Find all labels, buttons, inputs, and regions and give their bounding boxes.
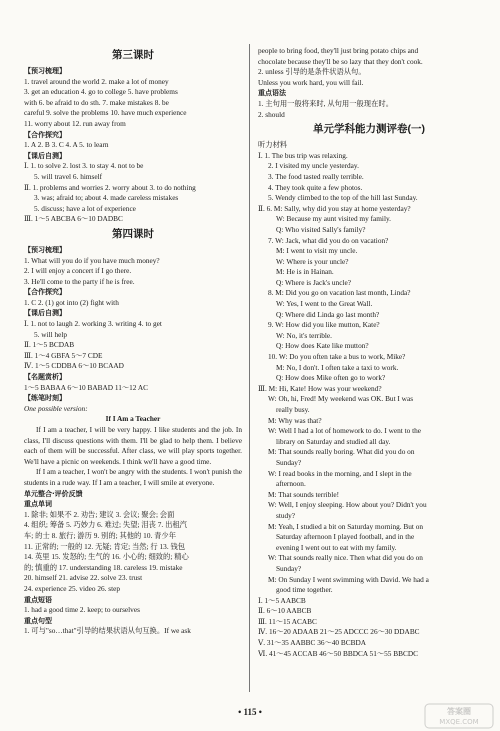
answer-line: 3. get an education 4. go to college 5. have problems (24, 87, 178, 97)
answer-line: 5. Wendy climbed to the top of the hill last Sunday. (268, 193, 418, 203)
answer-line: 2. unless 引导的是条件状语从句。 (258, 67, 366, 77)
answer-line: W: Because my aunt visited my family. (276, 214, 391, 224)
section-label: 【合作探究】 (24, 130, 66, 139)
answer-line: Ⅲ. M: Hi, Kate! How was your weekend? (258, 383, 382, 393)
page-number: • 115 • (238, 707, 262, 717)
answer-line: 11. 正常的; 一般的 12. 无疑; 肯定; 当然; 行 13. 钱包 (24, 541, 186, 551)
answer-line: Q: Where is Jack's uncle? (276, 277, 351, 287)
answer-line: 1～5 BABAA 6～10 BABAD 11～12 AC (24, 382, 148, 392)
section-heading: 第三课时 (112, 49, 154, 61)
answer-line: 20. himself 21. advise 22. solve 23. trust (24, 573, 143, 583)
answer-line: W: Yes, I went to the Great Wall. (276, 299, 373, 309)
answer-line: Q: Where did Linda go last month? (276, 309, 380, 319)
section-label: 【预习梳理】 (24, 245, 66, 254)
answer-line: M: Why was that? (268, 415, 322, 425)
answer-line: W: I read books in the morning, and I slept in the (268, 468, 412, 478)
answer-line: M: I went to visit my uncle. (276, 246, 358, 256)
answer-line: Q: How does Kate like mutton? (276, 341, 369, 351)
answer-line: M: He is in Hainan. (276, 267, 334, 277)
answer-line: 2. I visited my uncle yesterday. (268, 161, 359, 171)
answer-line: 的; 慎重的 17. understanding 18. careless 19. mistake (24, 562, 183, 572)
answer-line: W: That sounds really nice. Then what did you do on (268, 553, 423, 563)
answer-line: evening I went out to eat with my family. (276, 542, 397, 552)
section-label: 重点语法 (258, 89, 286, 98)
answer-line: 11. worry about 12. run away from (24, 118, 126, 128)
right-column (258, 46, 480, 659)
answer-line: afternoon. (276, 479, 306, 489)
answer-line: good time together. (276, 585, 333, 595)
answer-line: 1. C 2. (1) got into (2) fight with (24, 297, 119, 307)
answer-line: Q: How does Mike often go to work? (276, 373, 386, 383)
answer-line: Ⅱ. 1～5 BCDAB (24, 340, 75, 350)
answer-line: Unless you work hard, you will fail. (258, 77, 364, 87)
answer-line: 2. should (258, 109, 285, 119)
answer-line: people to bring food, they'll just bring potato chips and (258, 46, 419, 55)
column-divider (249, 44, 250, 692)
answer-line: Ⅱ. 1. problems and worries 2. worry about 3. to do nothing (24, 182, 196, 192)
section-label: 【预习梳理】 (24, 67, 66, 75)
answer-line: 10. W: Do you often take a bus to work, Mike? (268, 352, 406, 362)
answer-line: M: Yeah, I studied a bit on Saturday morning. But on (268, 521, 424, 531)
answer-line: Ⅵ. 41～45 ACCAB 46～50 BBDCA 51～55 BBCDC (258, 648, 418, 658)
answer-line: 5. will travel 6. himself (34, 171, 103, 181)
section-label: 重点单词 (24, 500, 52, 509)
answer-line: Ⅱ. 6. M: Sally, why did you stay at home yesterday? (258, 203, 411, 213)
answer-line: W: Where is your uncle? (276, 256, 349, 266)
answer-line: W: Well, I enjoy sleeping. How about you? Didn't you (268, 500, 427, 510)
answer-line: careful 9. solve the problems 10. have much experience (24, 108, 187, 118)
answer-line: Ⅱ. 6～10 AABCB (258, 606, 312, 616)
essay-title: If I Am a Teacher (105, 414, 161, 424)
answer-line: M: That sounds really boring. What did you do on (268, 447, 415, 457)
answer-line: Ⅳ. 16～20 ADAAB 21～25 ADCCC 26～30 DDABC (258, 627, 420, 637)
answer-line: Ⅰ. 1. to solve 2. lost 3. to stay 4. not to be (24, 161, 144, 171)
answer-line: 车; 的士 8. 旅行; 游历 9. 别的; 其他的 10. 青少年 (24, 530, 177, 540)
answer-line: 4. They took quite a few photos. (268, 182, 363, 192)
answer-line: 1. 除非; 如果不 2. 劝告; 建议 3. 会议; 聚会; 会面 (24, 509, 175, 519)
answer-line: Saturday afternoon I played football, and in the (276, 532, 415, 542)
answer-line: W: Oh, hi, Fred! My weekend was OK. But I was (268, 394, 414, 404)
answer-line: Ⅰ. 1～5 AABCB (258, 595, 306, 605)
left-column (24, 46, 242, 637)
section-label: 【合作探究】 (24, 288, 66, 297)
answer-line: 听力材料 (258, 140, 288, 150)
section-label: 【名题赏析】 (24, 373, 66, 382)
answer-line: M: On Sunday I went swimming with David. We had a (268, 574, 429, 584)
answer-line: 3. was; afraid to; about 4. made careless mistakes (34, 193, 179, 203)
essay-paragraph: If I am a teacher, I won't be angry with the students. I won't punish the students in a rude way. If I am a teacher, I will smile at everyone. (24, 467, 242, 487)
answer-line: 8. M: Did you go on vacation last month, Linda? (268, 288, 411, 298)
answer-line: chocolate because they'll be so lazy that they don't cook. (258, 56, 423, 66)
answer-line: 1. A 2. B 3. C 4. A 5. to learn (24, 140, 109, 150)
answer-line: M: That sounds terrible! (268, 489, 339, 499)
answer-line: library on Saturday and studied all day. (276, 436, 391, 446)
section-label: 重点短语 (24, 595, 52, 604)
answer-line: 2. I will enjoy a concert if I go there. (24, 266, 132, 276)
svg-text:MXQE.COM: MXQE.COM (439, 718, 479, 726)
answer-line: 9. W: How did you like mutton, Kate? (268, 320, 380, 330)
section-heading: 单元学科能力测评卷(一) (313, 123, 425, 136)
answer-line: Ⅲ. 11～15 ACABC (258, 616, 317, 626)
answer-line: W: Well I had a lot of homework to do. I went to the (268, 426, 422, 436)
answer-line: M: No, I don't. I often take a taxi to work. (276, 362, 399, 372)
section-label: 【课后自测】 (24, 151, 66, 160)
svg-text:答案圈: 答案圈 (447, 707, 471, 716)
answer-line: 1. had a good time 2. keep; to ourselves (24, 605, 140, 615)
answer-line: with 6. be afraid to do sth. 7. make mistakes 8. be (24, 97, 169, 107)
section-label: 重点句型 (24, 616, 52, 625)
answer-line: 1. 可与"so…that"引导的结果状语从句互换。If we ask (24, 626, 191, 636)
answer-line: Ⅲ. 1～5 ABCBA 6～10 DADBC (24, 214, 123, 224)
answer-line: 1. travel around the world 2. make a lot of money (24, 76, 169, 86)
answer-line: really busy. (276, 405, 310, 414)
section-label: 【课后自测】 (24, 309, 66, 318)
section-heading: 第四课时 (112, 227, 154, 240)
answer-line: 24. experience 25. video 26. step (24, 583, 121, 593)
answer-line: Ⅲ. 1～4 GBFA 5～7 CDE (24, 350, 103, 360)
answer-line: Sunday? (276, 457, 302, 467)
answer-line: Q: Who visited Sally's family? (276, 224, 366, 234)
answer-line: 1. What will you do if you have much money? (24, 255, 160, 265)
answer-line: 3. He'll come to the party if he is free. (24, 276, 135, 286)
answer-line: Sunday? (276, 563, 302, 573)
answer-line: 3. The food tasted really terrible. (268, 171, 364, 181)
answer-line: 4. 组织; 筹备 5. 巧妙力 6. 难过; 失望; 泪丧 7. 出租汽 (24, 520, 187, 530)
answer-line: 7. W: Jack, what did you do on vacation? (268, 235, 389, 245)
answer-line: Ⅴ. 31～35 AABBC 36～40 BCBDA (258, 638, 367, 648)
answer-line: Ⅰ. 1. The bus trip was relaxing. (258, 150, 348, 160)
answer-line: 5. discuss; have a lot of experience (34, 203, 136, 213)
essay-paragraph: If I am a teacher, I will be very happy. I like students and the job. In class, I'll discuss questions with them. I'll be glad to help them. I believe each of them will be successful. After class, we will play sports together. We'll have a picnic on weekends. I think we'll have a good time. (24, 425, 242, 466)
answer-line: Ⅰ. 1. not to laugh 2. working 3. writing 4. to get (24, 319, 162, 329)
answer-line: 5. will help (34, 329, 68, 339)
answer-line: Ⅳ. 1～5 CDDBA 6～10 BCAAD (24, 361, 124, 371)
answer-line: W: No, it's terrible. (276, 330, 332, 340)
section-label: 【练笔时刻】 (24, 394, 66, 403)
watermark-logo (424, 703, 494, 729)
section-label: 单元整合·评价反馈 (24, 489, 83, 498)
answer-line: 14. 英里 15. 发怒的; 生气的 16. 小心的; 细致的; 精心 (24, 552, 189, 562)
version-label: One possible version: (24, 403, 88, 413)
answer-line: study? (276, 510, 296, 520)
answer-line: 1. 主句用一般将来时, 从句用一般现在时。 (258, 98, 393, 108)
